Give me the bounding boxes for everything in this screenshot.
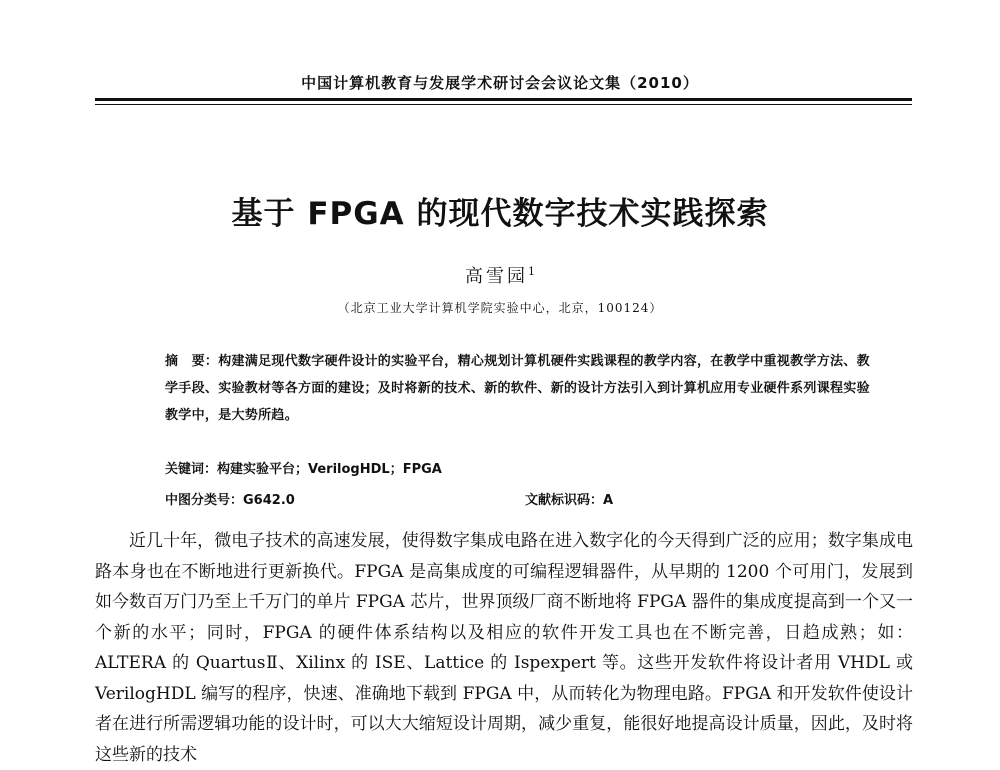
classification-line	[165, 489, 865, 508]
clc-value: G642.0	[243, 493, 295, 508]
doc-code	[525, 489, 613, 508]
clc-label: 中图分类号：	[165, 493, 244, 508]
abstract	[135, 348, 870, 429]
header-rule-thick	[95, 98, 912, 101]
body-paragraph: 近几十年，微电子技术的高速发展，使得数字集成电路在进入数字化的今天得到广泛的应用；数字集成电路本身也在不断地进行更新换代。FPGA 是高集成度的可编程逻辑器件，从早期的 1200 个可用门，发展到如今数百万门乃至上千万门的单片 FPGA 芯片，世界顶级厂商不断地将 FPGA 器件的集成度提高到一个又一个新的水平；同时，FPGA 的硬件体系结构以及相应的软件开发工具也在不断完善，日趋成熟；如：ALTERA 的 QuartusⅡ、Xilinx 的 ISE、Lattice 的 Ispexpert 等。这些开发软件将设计者用 VHDL 或 VerilogHDL 编写的程序，快速、准确地下载到 FPGA 中，从而转化为物理电路。FPGA 和开发软件使设计者在进行所需逻辑功能的设计时，可以大大缩短设计周期，减少重复，能很好地提高设计质量，因此，及时将这些新的技术	[95, 531, 913, 765]
affiliation: （北京工业大学计算机学院实验中心，北京，100124）	[337, 301, 663, 315]
doc-label: 文献标识码：	[525, 493, 604, 508]
keywords-text: 构建实验平台；VerilogHDL；FPGA	[217, 462, 442, 477]
abstract-text: 构建满足现代数字硬件设计的实验平台，精心规划计算机硬件实践课程的教学内容，在教学中重视教学方法、教学手段、实验教材等各方面的建设；及时将新的技术、新的软件、新的设计方法引入到计算机应用专业硬件系列课程实验教学中，是大势所趋。	[165, 354, 870, 423]
abstract-label: 摘 要：	[165, 354, 219, 369]
keywords-label: 关键词：	[165, 462, 218, 477]
header-rule-thin	[95, 104, 912, 105]
author-name: 高雪园	[465, 266, 528, 287]
keywords-line	[165, 458, 865, 477]
paper-title: 基于 FPGA 的现代数字技术实践探索	[231, 196, 769, 232]
author-superscript: 1	[528, 265, 535, 278]
doc-value: A	[603, 493, 614, 508]
author-line	[0, 262, 1000, 288]
body-text	[95, 526, 913, 770]
running-head: 中国计算机教育与发展学术研讨会会议论文集（2010）	[301, 74, 699, 92]
